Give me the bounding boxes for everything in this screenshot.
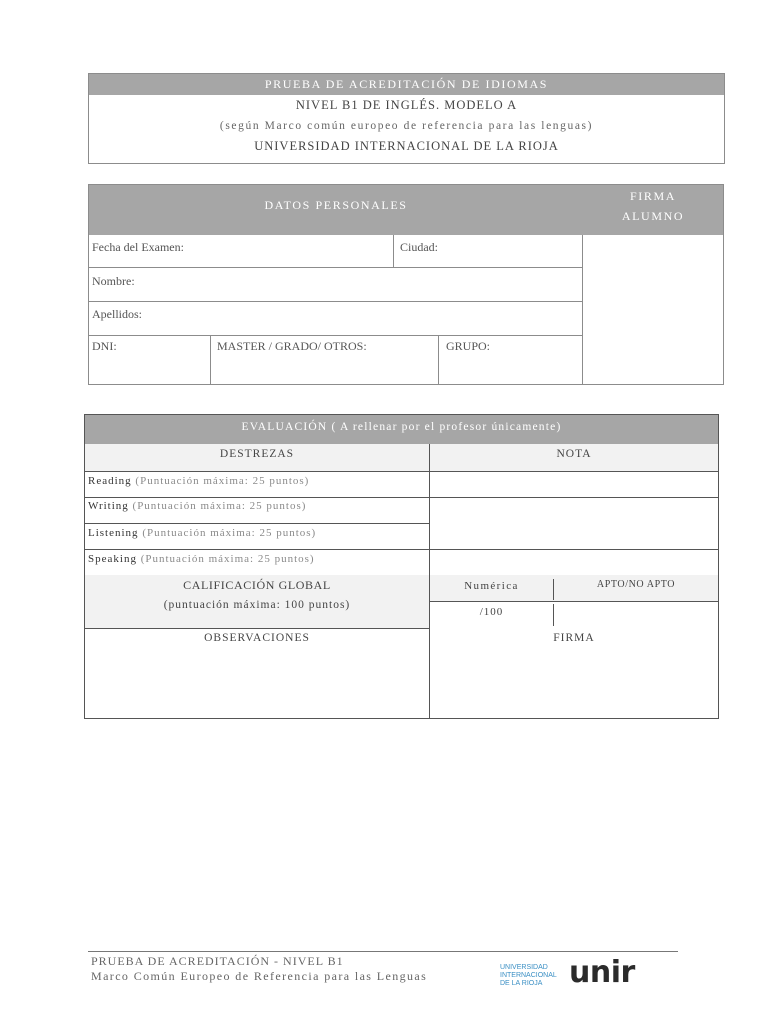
- pass-fail-label: APTO/NO APTO: [596, 579, 676, 590]
- skill-name: Listening: [88, 527, 139, 539]
- skill-row-writing: [88, 498, 428, 523]
- out-of-100: /100: [479, 606, 504, 618]
- group-field[interactable]: [439, 336, 582, 385]
- surname-field[interactable]: [89, 302, 582, 335]
- global-grade-hint: (puntuación máxima: 100 puntos): [163, 599, 351, 611]
- program-field[interactable]: [211, 336, 438, 385]
- group-label: GRUPO:: [446, 339, 491, 353]
- skill-name: Speaking: [88, 553, 137, 565]
- numeric-grade-label: Numérica: [464, 580, 519, 592]
- city-field[interactable]: [394, 235, 582, 267]
- surname-label: Apellidos:: [92, 307, 142, 321]
- city-label: Ciudad:: [400, 240, 438, 254]
- dni-field[interactable]: [89, 336, 210, 385]
- logo-text-rioja: DE LA RIOJA: [500, 980, 543, 987]
- speaking-grade-cell[interactable]: [430, 550, 718, 575]
- header-level: NIVEL B1 DE INGLÉS. MODELO A: [295, 98, 518, 112]
- logo-text-international: INTERNACIONAL: [500, 972, 557, 979]
- skill-row-listening: [88, 524, 428, 549]
- name-field[interactable]: [89, 268, 582, 301]
- header-university: UNIVERSIDAD INTERNACIONAL DE LA RIOJA: [254, 139, 559, 153]
- teacher-signature-label: FIRMA: [553, 632, 595, 644]
- exam-date-field[interactable]: [89, 235, 393, 267]
- skill-name: Reading: [88, 475, 132, 487]
- observations-area[interactable]: [85, 648, 429, 718]
- pass-fail-field[interactable]: [554, 602, 718, 628]
- name-label: Nombre:: [92, 274, 135, 288]
- skill-hint: (Puntuación máxima: 25 puntos): [140, 553, 315, 565]
- evaluation-title: EVALUACIÓN ( A rellenar por el profesor únicamente): [85, 415, 718, 444]
- student-signature-label-1: FIRMA: [629, 189, 676, 203]
- student-signature-area[interactable]: [583, 236, 723, 384]
- observations-label: OBSERVACIONES: [204, 632, 310, 644]
- reading-grade-cell[interactable]: [430, 472, 718, 497]
- skill-name: Writing: [88, 500, 129, 512]
- teacher-signature-area[interactable]: [430, 648, 718, 718]
- header-title: PRUEBA DE ACREDITACIÓN DE IDIOMAS: [89, 74, 724, 95]
- dni-label: DNI:: [92, 339, 117, 353]
- unir-logo: [500, 955, 665, 996]
- student-signature-label-2: ALUMNO: [621, 209, 685, 223]
- col-skills-header: DESTREZAS: [219, 448, 295, 460]
- program-label: MASTER / GRADO/ OTROS:: [217, 339, 367, 353]
- skill-hint: (Puntuación máxima: 25 puntos): [142, 527, 317, 539]
- logo-wordmark: unir: [569, 955, 635, 990]
- skill-row-reading: [88, 472, 428, 497]
- numeric-grade-field[interactable]: [430, 602, 553, 628]
- global-grade-title: CALIFICACIÓN GLOBAL: [183, 578, 331, 592]
- logo-text-university: UNIVERSIDAD: [500, 964, 548, 971]
- personal-data-title: DATOS PERSONALES: [264, 198, 408, 212]
- footer-line-2: Marco Común Europeo de Referencia para las Lenguas: [91, 969, 428, 983]
- header-framework: (según Marco común europeo de referencia para las lenguas): [219, 120, 594, 132]
- writing-listening-grade-cell[interactable]: [430, 498, 718, 549]
- skill-row-speaking: [88, 550, 428, 575]
- exam-date-label: Fecha del Examen:: [92, 240, 184, 254]
- skill-hint: (Puntuación máxima: 25 puntos): [132, 500, 307, 512]
- skill-hint: (Puntuación máxima: 25 puntos): [135, 475, 310, 487]
- footer-line-1: PRUEBA DE ACREDITACIÓN - NIVEL B1: [91, 954, 344, 968]
- col-grade-header: NOTA: [556, 448, 592, 460]
